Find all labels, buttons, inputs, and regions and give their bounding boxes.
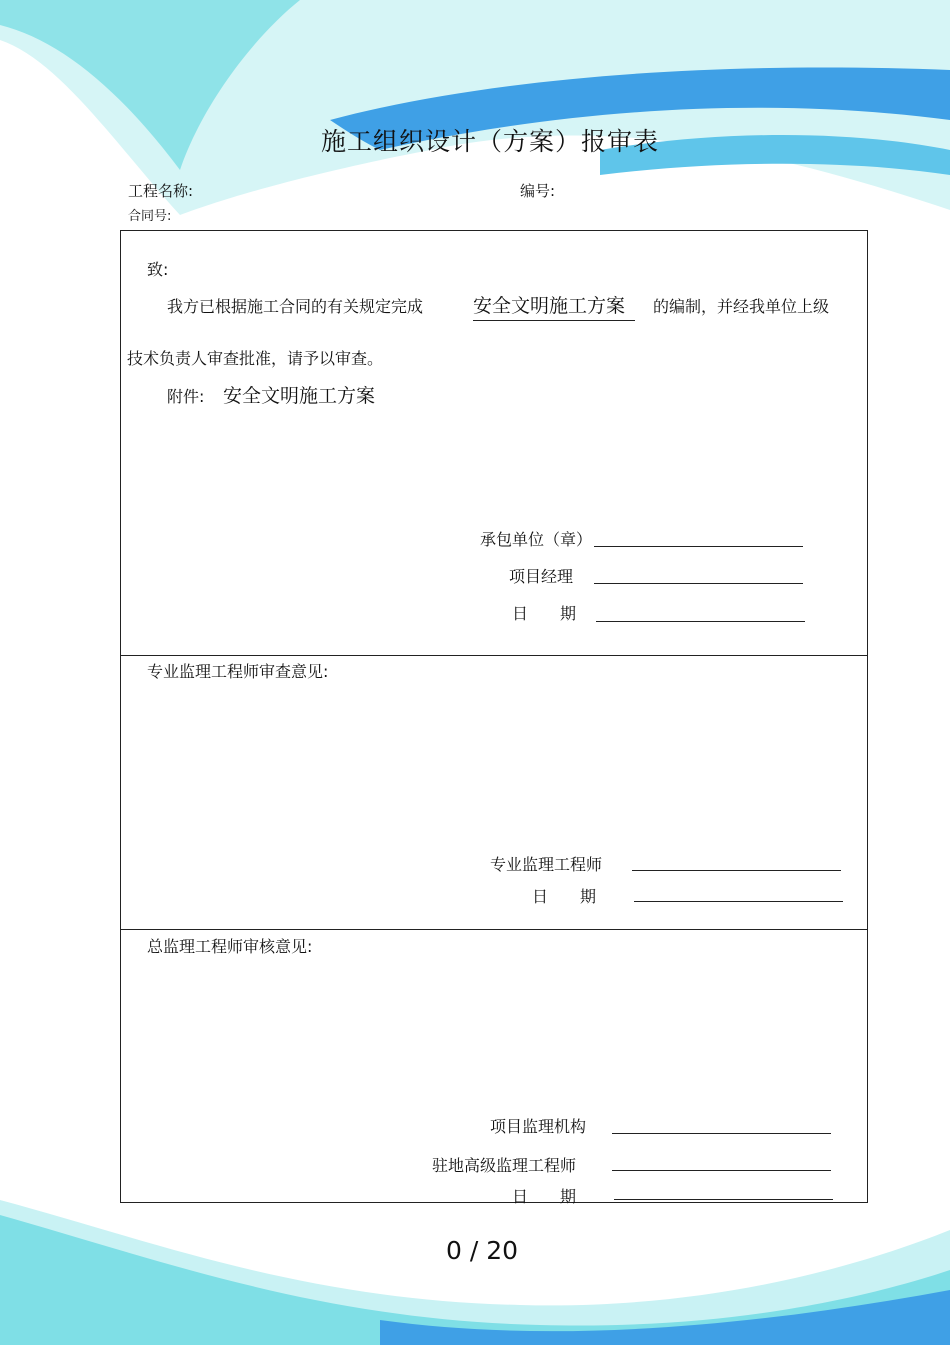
supervising-engineer-signature-line[interactable] [632,870,841,871]
section1-date-line[interactable] [596,621,805,622]
project-manager-signature-line[interactable] [594,583,803,584]
section-divider-2 [121,929,867,930]
page-indicator: 0 / 20 [445,1236,519,1265]
page-title: 施工组织设计（方案）报审表 [320,127,659,156]
supervision-org-label: 项目监理机构 [490,1117,587,1136]
statement-line2: 技术负责人审查批准，请予以审查。 [127,349,384,368]
attachment-value: 安全文明施工方案 [223,385,376,407]
statement-line1-suffix: 的编制，并经我单位上级 [653,297,830,316]
plan-name: 安全文明施工方案 [473,291,635,321]
senior-engineer-signature-line[interactable] [612,1170,831,1171]
section3-date-label: 日 期 [512,1187,577,1206]
senior-engineer-label: 驻地高级监理工程师 [432,1156,577,1175]
contractor-label: 承包单位（章） [480,530,593,549]
section1-date-label: 日 期 [512,604,577,623]
engineer-review-heading: 专业监理工程师审查意见: [147,662,329,681]
supervising-engineer-label: 专业监理工程师 [490,855,603,874]
chief-engineer-review-heading: 总监理工程师审核意见: [147,937,313,956]
section2-date-label: 日 期 [532,887,597,906]
serial-number-label: 编号: [520,182,556,200]
review-form-table [120,230,868,1206]
project-name-label: 工程名称: [128,182,194,200]
statement-line1-prefix: 我方已根据施工合同的有关规定完成 [167,297,424,316]
section-divider-1 [121,655,867,656]
contractor-signature-line[interactable] [594,546,803,547]
attachment-label: 附件: [167,387,205,406]
section3-date-line[interactable] [614,1199,833,1200]
to-label: 致: [147,260,169,279]
section2-date-line[interactable] [634,901,843,902]
supervision-org-signature-line[interactable] [612,1133,831,1134]
contract-number-label: 合同号: [128,209,172,224]
project-manager-label: 项目经理 [509,567,574,586]
